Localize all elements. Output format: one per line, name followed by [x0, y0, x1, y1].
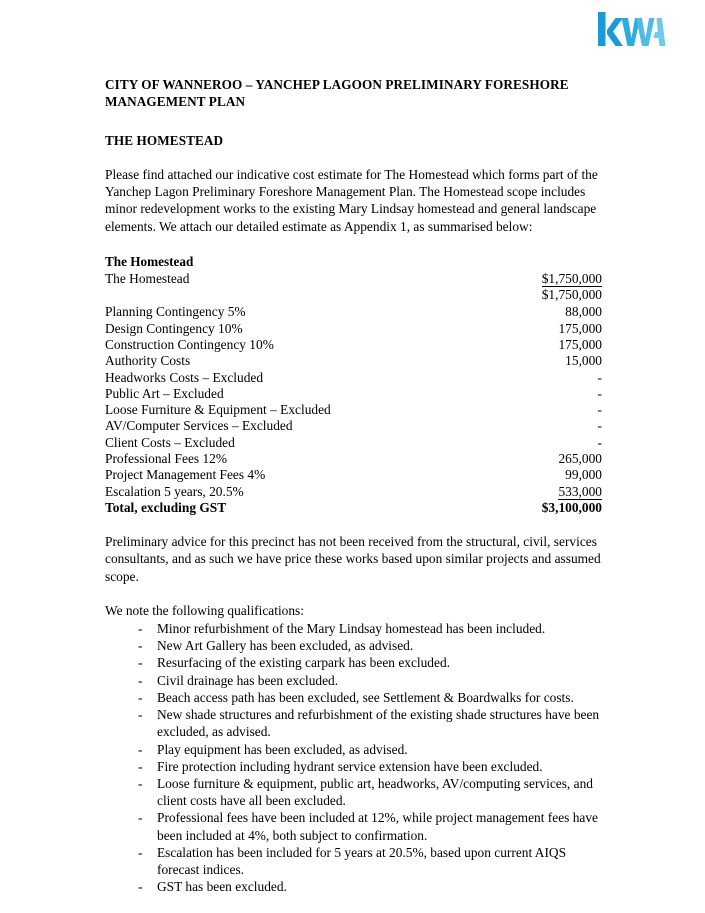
cost-item-label: Total, excluding GST: [105, 499, 227, 515]
qualification-item-text: Beach access path has been excluded, see Settlement & Boardwalks for costs.: [157, 689, 574, 705]
cost-estimate-table: [105, 271, 602, 516]
cost-table-row: [105, 271, 602, 287]
qualification-item: [105, 758, 602, 775]
cost-item-amount: $3,100,000: [541, 499, 602, 515]
cost-item-amount: 88,000: [565, 304, 602, 320]
cost-item-label: Authority Costs: [105, 353, 191, 369]
cost-item-label: Construction Contingency 10%: [105, 337, 274, 352]
document-title-line-1: CITY OF WANNEROO – YANCHEP LAGOON PRELIMINARY FORESHORE: [105, 77, 569, 92]
cost-item-amount: [497, 271, 602, 287]
cost-item-amount: [497, 484, 602, 500]
list-dash-marker: -: [138, 707, 143, 723]
cost-table-row: [105, 353, 602, 369]
qualification-item: [105, 844, 602, 878]
list-dash-marker: -: [138, 621, 143, 637]
cost-item-label: Headworks Costs – Excluded: [105, 369, 264, 385]
cost-item-amount: 15,000: [565, 353, 602, 369]
qualification-item: [105, 809, 602, 843]
cost-item-amount: 99,000: [565, 467, 602, 483]
intro-paragraph: Please find attached our indicative cost estimate for The Homestead which forms part of the Yanchep Lagon Preliminary Foreshore Management Plan. The Homestead scope includes minor redevelopment works to the existing Mary Lindsay homestead and general landscape elements. We attach our detailed estimate as Appendix 1, as summarised below:: [105, 167, 598, 234]
cost-item-label: AV/Computer Services – Excluded: [105, 418, 293, 434]
cost-table-row: [105, 435, 602, 451]
cost-item-label: Project Management Fees 4%: [105, 467, 266, 483]
cost-item-label: Client Costs – Excluded: [105, 434, 235, 450]
cost-estimate-table-block: [105, 254, 602, 516]
cost-item-amount-value: $1,750,000: [541, 270, 602, 286]
qualification-item: [105, 654, 602, 671]
cost-table-row: [105, 451, 602, 467]
document-title: [105, 76, 602, 110]
cost-item-amount: 265,000: [558, 451, 602, 467]
cost-table-row: [105, 402, 602, 418]
cost-table-body: [105, 271, 602, 516]
list-dash-marker: -: [138, 655, 143, 671]
list-dash-marker: -: [138, 775, 143, 791]
qualification-item-text: Resurfacing of the existing carpark has been excluded.: [157, 655, 450, 671]
qualification-item-text: Loose furniture & equipment, public art, headworks, AV/computing services, and client costs have all been excluded.: [157, 775, 593, 809]
cost-item-amount: $1,750,000: [541, 287, 602, 303]
qualification-item: [105, 672, 602, 689]
qualification-item: [105, 706, 602, 740]
cost-table-row: [105, 500, 602, 516]
cost-item-amount: -: [597, 434, 602, 450]
cost-table-row: [105, 467, 602, 483]
list-dash-marker: -: [138, 689, 143, 705]
qualification-item-text: New Art Gallery has been excluded, as advised.: [157, 638, 414, 654]
cost-item-amount: -: [597, 369, 602, 385]
qualification-item-text: New shade structures and refurbishment of the existing shade structures have been excluded, as advised.: [157, 707, 600, 740]
qualification-item: [105, 878, 602, 895]
cost-item-amount-value: 533,000: [558, 483, 602, 499]
cost-item-label: Public Art – Excluded: [105, 385, 224, 401]
qualification-item-text: Play equipment has been excluded, as advised.: [157, 741, 408, 757]
qualification-item: [105, 637, 602, 654]
qualification-item: [105, 741, 602, 758]
cost-table-row: [105, 337, 602, 353]
cost-item-label: Loose Furniture & Equipment – Excluded: [105, 402, 331, 418]
qualification-item: [105, 620, 602, 637]
list-dash-marker: -: [138, 810, 143, 826]
cost-item-amount: 175,000: [558, 337, 602, 352]
qualification-item: [105, 689, 602, 706]
company-logo: [596, 10, 666, 54]
list-dash-marker: -: [138, 741, 143, 757]
qualification-item-text: Fire protection including hydrant service extension have been excluded.: [157, 758, 543, 774]
list-dash-marker: -: [138, 672, 143, 688]
cost-table-row: [105, 386, 602, 402]
qualification-item: [105, 775, 602, 809]
cost-item-label: Escalation 5 years, 20.5%: [105, 483, 244, 499]
cost-item-label: [105, 287, 497, 303]
cost-table-caption: The Homestead: [105, 253, 194, 269]
cost-table-row: [105, 370, 602, 386]
list-dash-marker: -: [138, 844, 143, 860]
cost-table-row: [105, 484, 602, 500]
cost-item-label: Professional Fees 12%: [105, 451, 227, 467]
document-page: [105, 76, 602, 895]
cost-item-label: Planning Contingency 5%: [105, 304, 246, 320]
preliminary-advice-paragraph: Preliminary advice for this precinct has not been received from the structural, civil, services consultants, and as such we have price these works based upon similar projects and assumed scope.: [105, 534, 601, 584]
kwa-logo-icon: [596, 10, 666, 54]
cost-item-amount: -: [597, 402, 602, 418]
qualification-item-text: Professional fees have been included at 12%, while project management fees have been included at 4%, both subject to confirmation.: [157, 810, 598, 843]
document-title-line-2: MANAGEMENT PLAN: [105, 94, 246, 109]
qualifications-intro: We note the following qualifications:: [105, 602, 304, 618]
cost-table-row: [105, 321, 602, 337]
cost-item-label: The Homestead: [105, 270, 190, 286]
cost-item-amount: -: [597, 418, 602, 434]
qualification-item-text: Escalation has been included for 5 years at 20.5%, based upon current AIQS forecast indices.: [157, 844, 567, 877]
qualification-item-text: Civil drainage has been excluded.: [157, 672, 339, 688]
qualification-item-text: GST has been excluded.: [157, 879, 287, 895]
list-dash-marker: -: [138, 758, 143, 774]
cost-table-row: [105, 304, 602, 320]
list-dash-marker: -: [138, 638, 143, 654]
cost-item-amount: -: [597, 385, 602, 401]
qualifications-list: [105, 620, 602, 895]
qualification-item-text: Minor refurbishment of the Mary Lindsay homestead has been included.: [157, 621, 546, 637]
list-dash-marker: -: [138, 879, 143, 895]
section-heading-the-homestead: THE HOMESTEAD: [105, 133, 224, 148]
cost-item-label: Design Contingency 10%: [105, 320, 243, 336]
cost-item-amount: 175,000: [558, 320, 602, 336]
cost-table-row: [105, 287, 602, 303]
cost-table-row: [105, 418, 602, 434]
